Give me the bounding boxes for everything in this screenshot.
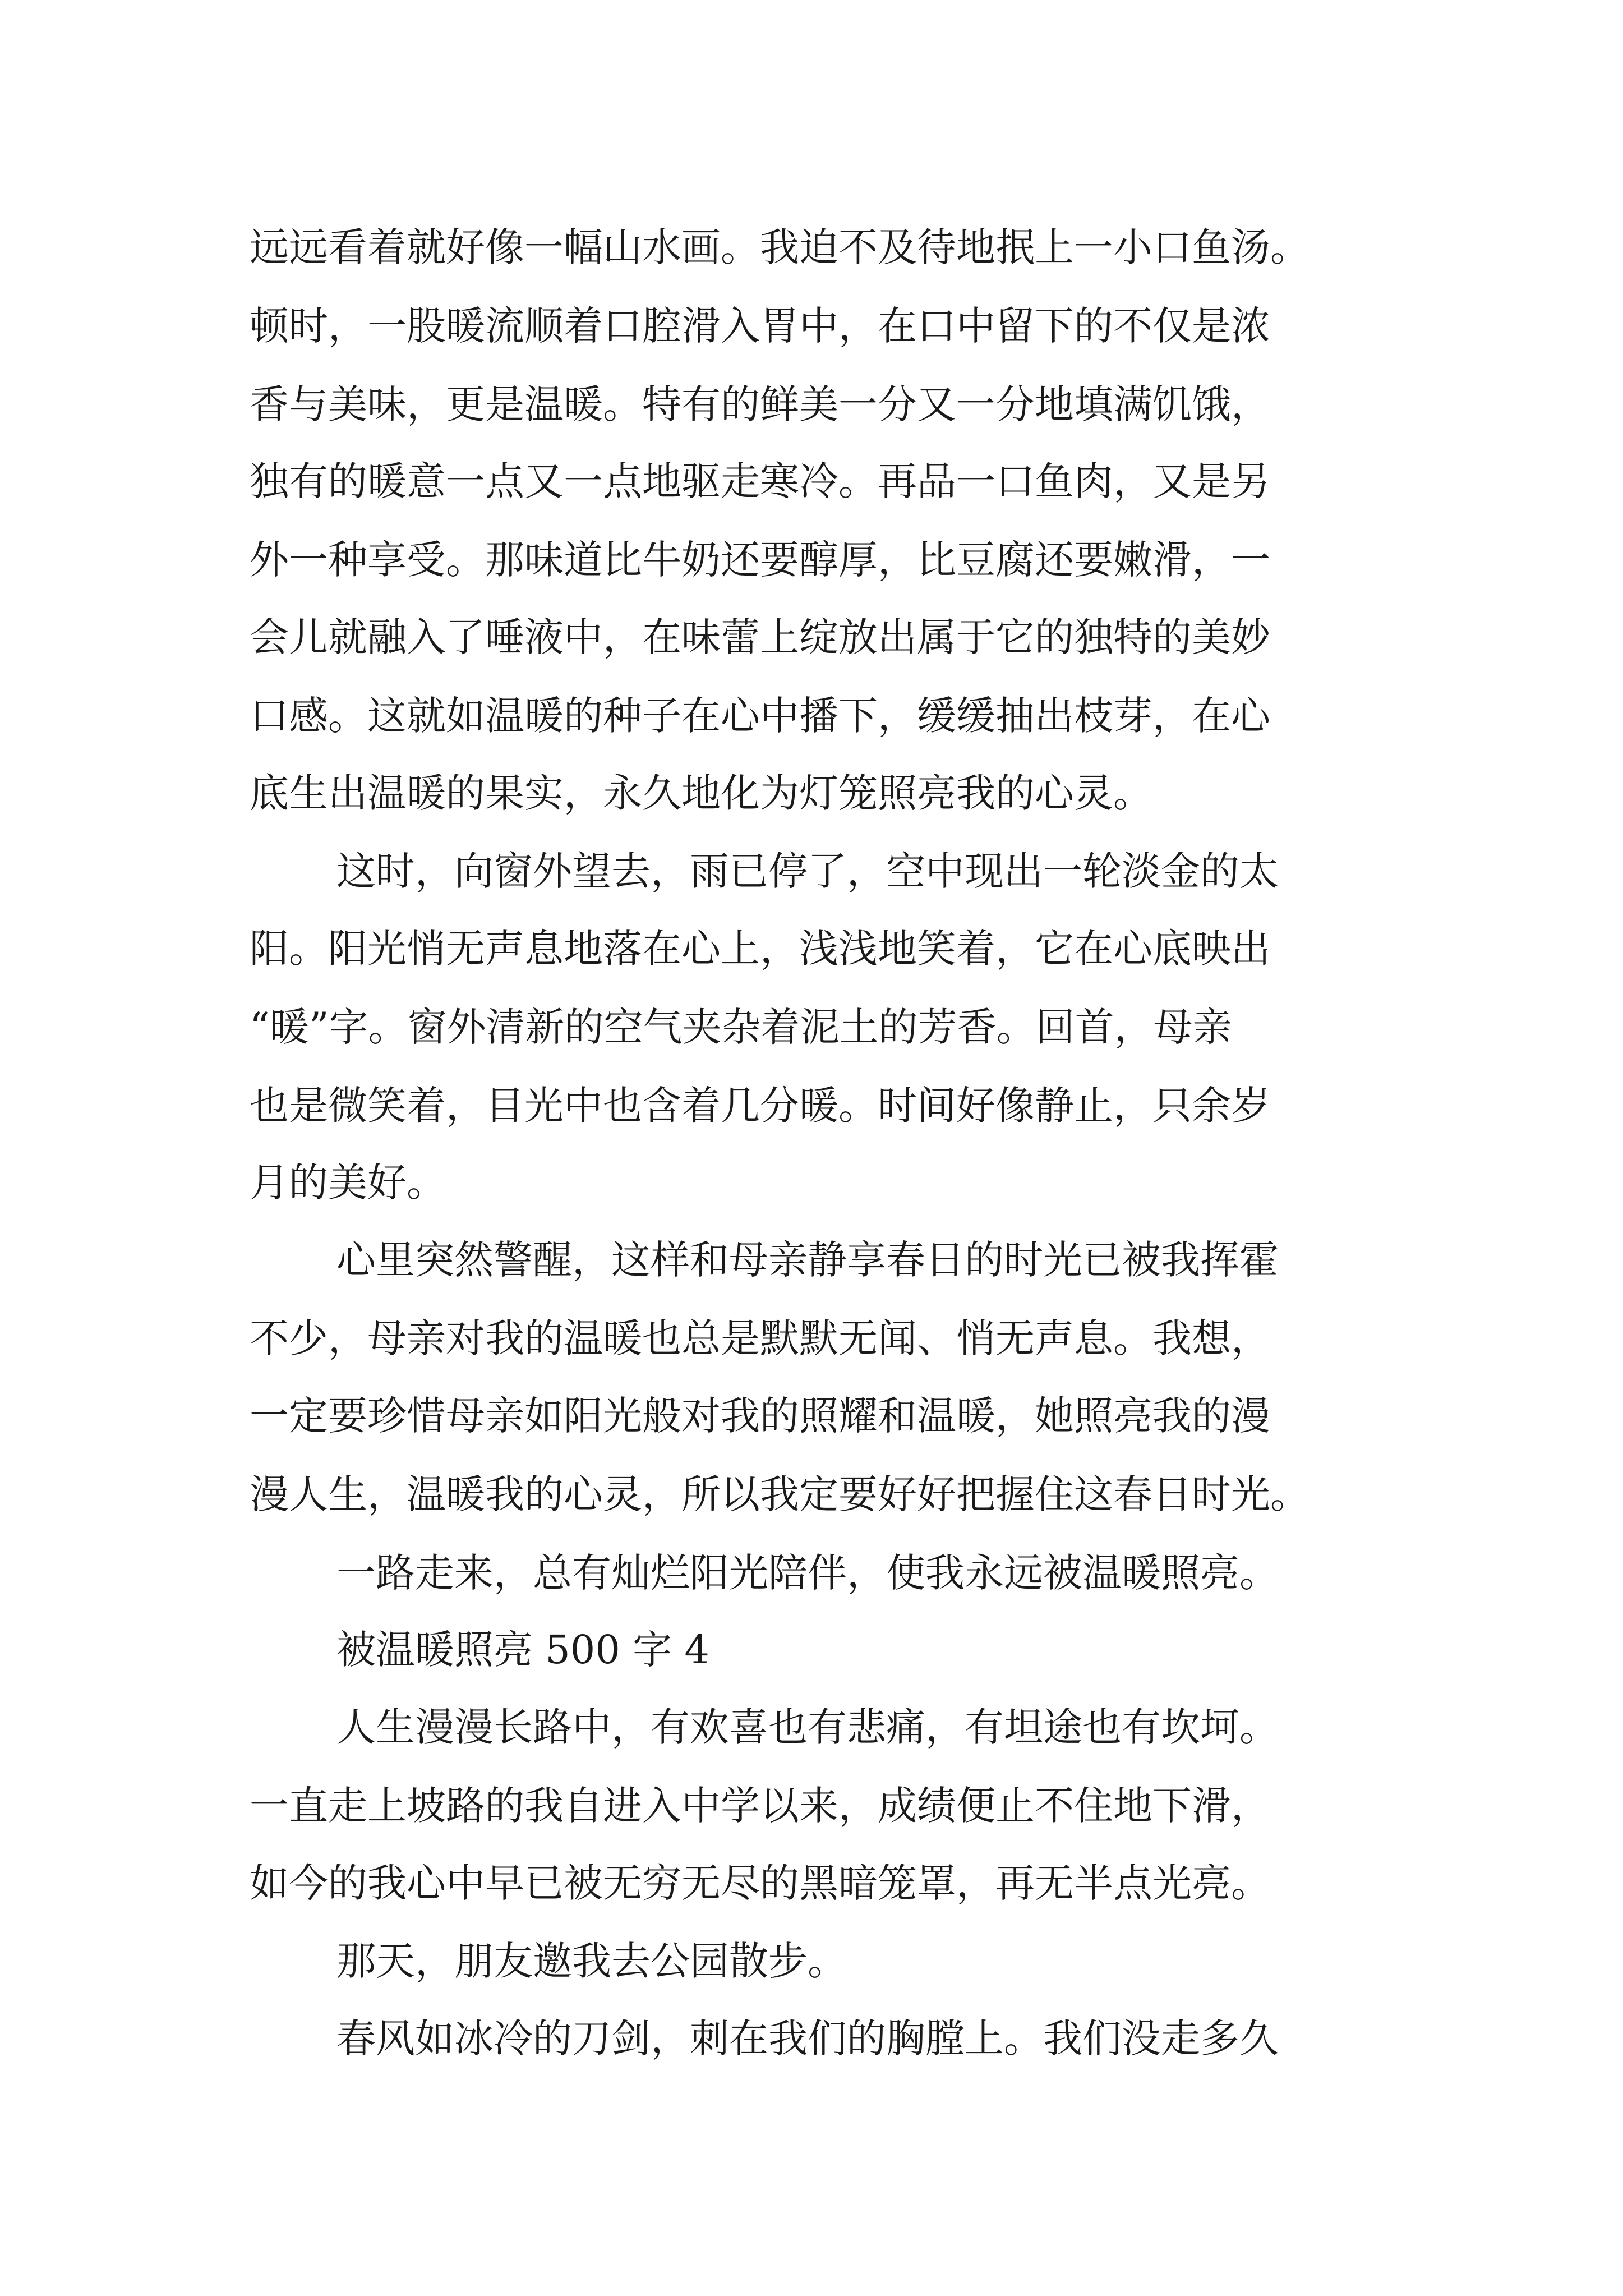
text-line: 也是微笑着，目光中也含着几分暖。时间好像静止，只余岁 bbox=[250, 1083, 1270, 1129]
paragraph-first-line: 心里突然警醒，这样和母亲静享春日的时光已被我挥霍 bbox=[336, 1237, 1279, 1283]
paragraph-first-line: 这时，向窗外望去，雨已停了，空中现出一轮淡金的太 bbox=[336, 848, 1279, 894]
paragraph-first-line: 那天，朋友邀我去公园散步。 bbox=[336, 1938, 847, 1984]
text-line: 独有的暖意一点又一点地驱走寒冷。再品一口鱼肉，又是另 bbox=[250, 458, 1270, 504]
text-line: 一定要珍惜母亲如阳光般对我的照耀和温暖，她照亮我的漫 bbox=[250, 1393, 1270, 1439]
text-line: 阳。阳光悄无声息地落在心上，浅浅地笑着，它在心底映出 bbox=[250, 926, 1270, 972]
text-line: 会儿就融入了唾液中，在味蕾上绽放出属于它的独特的美妙 bbox=[250, 614, 1270, 660]
text-line: 一直走上坡路的我自进入中学以来，成绩便止不住地下滑， bbox=[250, 1783, 1270, 1829]
paragraph-first-line: 一路走来，总有灿烂阳光陪伴，使我永远被温暖照亮。 bbox=[336, 1550, 1279, 1596]
text-line: 如今的我心中早已被无穷无尽的黑暗笼罩，再无半点光亮。 bbox=[250, 1860, 1270, 1906]
text-line: 外一种享受。那味道比牛奶还要醇厚，比豆腐还要嫩滑，一 bbox=[250, 537, 1270, 583]
paragraph-first-line: 春风如冰冷的刀剑，刺在我们的胸膛上。我们没走多久 bbox=[336, 2016, 1279, 2062]
text-line: 漫人生，温暖我的心灵，所以我定要好好把握住这春日时光。 bbox=[250, 1471, 1310, 1517]
text-line: “暖”字。窗外清新的空气夹杂着泥土的芳香。回首，母亲 bbox=[250, 1004, 1232, 1050]
text-line: 口感。这就如温暖的种子在心中播下，缓缓抽出枝芽，在心 bbox=[250, 693, 1270, 739]
paragraph-first-line: 人生漫漫长路中，有欢喜也有悲痛，有坦途也有坎坷。 bbox=[336, 1704, 1279, 1750]
text-line: 香与美味，更是温暖。特有的鲜美一分又一分地填满饥饿， bbox=[250, 381, 1270, 427]
text-line: 远远看着就好像一幅山水画。我迫不及待地抿上一小口鱼汤。 bbox=[250, 224, 1310, 270]
text-line: 顿时，一股暖流顺着口腔滑入胃中，在口中留下的不仅是浓 bbox=[250, 303, 1270, 349]
text-line: 月的美好。 bbox=[250, 1159, 446, 1205]
text-line: 底生出温暖的果实，永久地化为灯笼照亮我的心灵。 bbox=[250, 770, 1152, 816]
text-line: 不少，母亲对我的温暖也总是默默无闻、悄无声息。我想， bbox=[250, 1315, 1270, 1361]
section-heading: 被温暖照亮 500 字 4 bbox=[336, 1627, 709, 1673]
